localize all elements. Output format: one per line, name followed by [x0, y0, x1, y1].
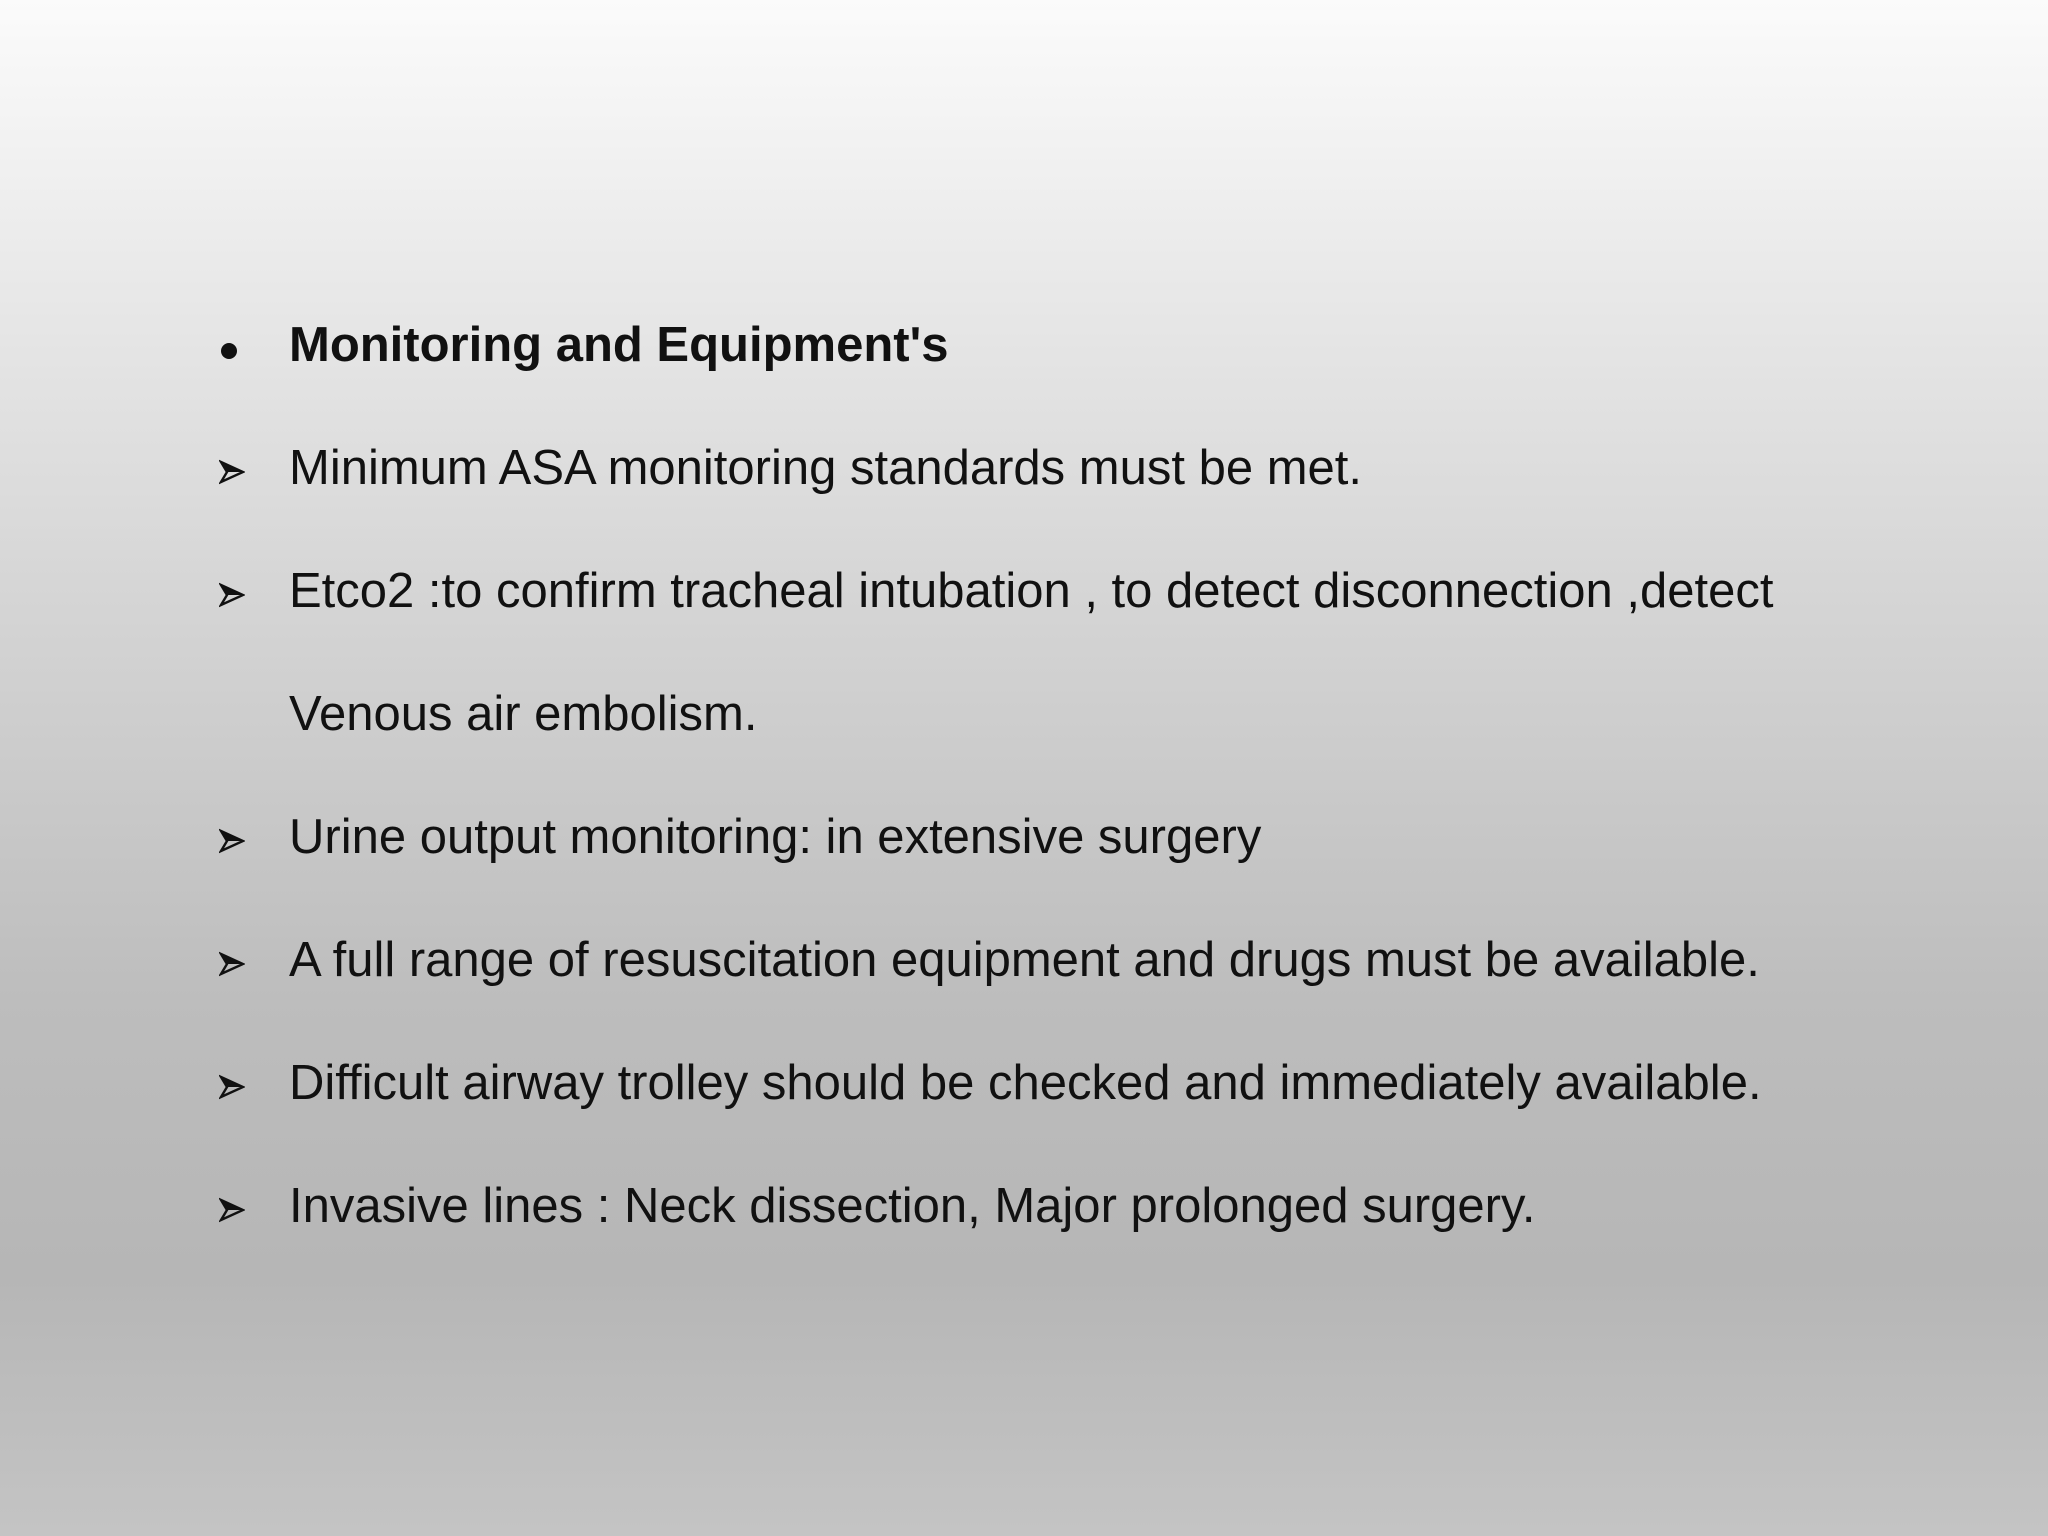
list-item-text: Invasive lines : Neck dissection, Major prolonged surgery. — [289, 1179, 1536, 1233]
heading-row — [215, 300, 1915, 423]
list-item — [215, 792, 1915, 915]
arrowhead-icon — [215, 1161, 255, 1251]
arrowhead-icon — [215, 546, 255, 636]
list-item-text: A full range of resuscitation equipment and drugs must be available. — [289, 933, 1760, 987]
list-item — [215, 423, 1915, 546]
list-item — [215, 915, 1915, 1038]
list-item-text: Urine output monitoring: in extensive surgery — [289, 810, 1262, 864]
arrowhead-icon — [215, 1038, 255, 1128]
list-item — [215, 1038, 1915, 1161]
list-item-text: Difficult airway trolley should be checked and immediately available. — [289, 1056, 1762, 1110]
list-item-continuation — [215, 669, 1915, 792]
arrowhead-icon — [215, 423, 255, 513]
list-item-text: Minimum ASA monitoring standards must be met. — [289, 441, 1362, 495]
list-item-text: Etco2 :to confirm tracheal intubation , to detect disconnection ,detect — [289, 564, 1774, 618]
arrowhead-icon — [215, 792, 255, 882]
list-item-text: Venous air embolism. — [289, 687, 758, 741]
list-item — [215, 546, 1915, 669]
section-heading: Monitoring and Equipment's — [289, 318, 949, 372]
bullet-list — [215, 300, 1915, 1284]
list-item — [215, 1161, 1915, 1284]
filled-circle-icon — [215, 300, 255, 390]
arrowhead-icon — [215, 915, 255, 1005]
